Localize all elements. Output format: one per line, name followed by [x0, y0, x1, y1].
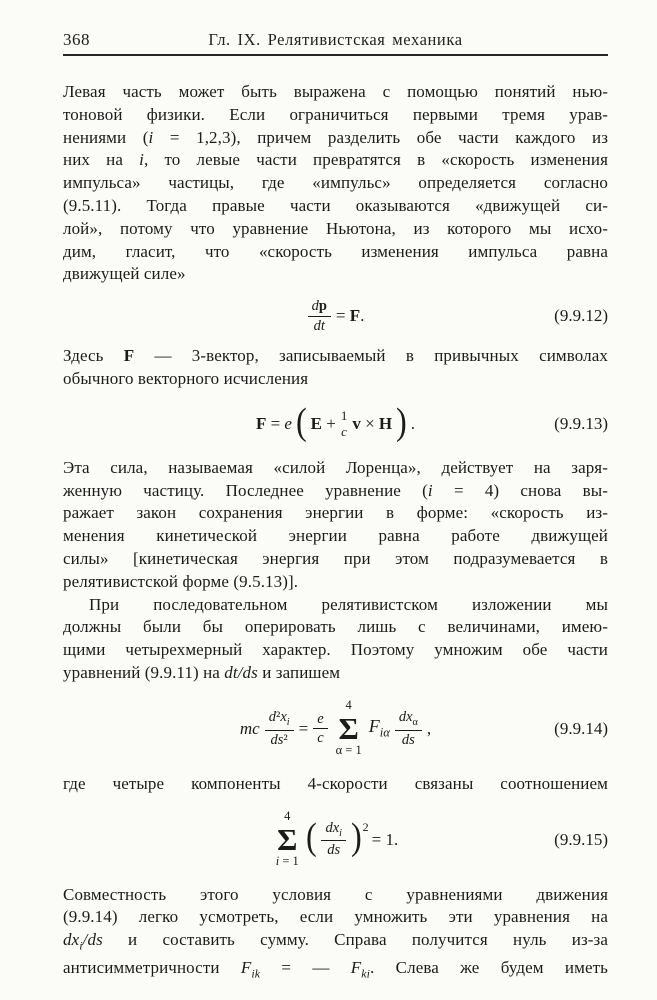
equation-inner: E +	[310, 413, 336, 433]
text-line: тоновой физики. Если ограничиться первыми тремя урав-	[63, 104, 608, 124]
fraction-denominator: ds²	[270, 731, 288, 748]
paragraph-2	[63, 345, 608, 391]
text-line: уравнений (9.9.11) на dt/ds и запишем	[63, 662, 341, 682]
sum-upper-limit: 4	[345, 698, 352, 713]
sum-upper-limit: 4	[284, 809, 291, 824]
fraction	[308, 298, 331, 334]
equation-9-9-15	[63, 802, 608, 878]
text-line: силы» [кинетическая энергия при этом подразумевается в	[63, 548, 608, 568]
text-line: ражает закон сохранения энергии в форме: «скорость из-	[63, 503, 608, 523]
text-line: менения кинетической энергии равна работе движущей	[63, 526, 608, 546]
formula-four-velocity-norm	[271, 810, 400, 869]
equation-9-9-12	[63, 294, 608, 338]
paragraph-3	[63, 457, 608, 594]
text-line: щими четырехмерный характер. Поэтому умножим обе части	[63, 640, 608, 660]
equation-number: (9.9.12)	[554, 306, 608, 326]
equation-9-9-14	[63, 691, 608, 767]
text-line: нениями (i = 1,2,3), причем разделить обе части каждого из	[63, 127, 609, 147]
paragraph-5	[63, 773, 608, 796]
equation-number: (9.9.14)	[554, 718, 608, 738]
equation-lead: mc	[239, 718, 260, 738]
equation-number: (9.9.13)	[554, 413, 608, 433]
text-line: женную частицу. Последнее уравнение (i = 4) снова вы-	[63, 480, 608, 500]
fraction-denominator: c	[317, 730, 324, 747]
equation-comma: ,	[426, 718, 432, 738]
open-paren: (	[295, 400, 307, 443]
equation-rhs: = 1.	[371, 829, 399, 849]
spacer	[63, 56, 608, 81]
fraction-denominator: ds	[401, 731, 415, 748]
fraction	[395, 709, 422, 748]
sum-lower-limit: α = 1	[335, 743, 362, 758]
fraction-denominator: c	[341, 423, 347, 439]
text-line: (9.9.14) легко усмотреть, если умножить эти уравнения на	[63, 907, 608, 927]
text-line: антисимметричности $F_{ik}$ = — $F_{ki}$. Слева же будем иметь	[63, 958, 608, 981]
formula-four-force	[238, 699, 433, 758]
page-header	[63, 30, 608, 51]
page-number: 368	[63, 30, 90, 49]
fraction-numerator: 1	[340, 407, 348, 423]
text-line: При последовательном релятивистском изложении мы	[89, 594, 608, 614]
fraction-numerator: dp	[308, 298, 331, 317]
text-line: обычного векторного исчисления	[63, 368, 309, 388]
text-line: движущей силе»	[63, 264, 186, 284]
fraction-numerator: $d^2x_i$	[265, 709, 294, 731]
fraction-denominator: dt	[313, 317, 325, 334]
fraction	[313, 711, 327, 747]
field-tensor-term: $F_{i\alpha}$	[368, 716, 390, 741]
text-line: них на i, то левые части превратятся в «скорость изменения	[63, 150, 608, 170]
equation-period: .	[410, 413, 416, 433]
fraction-numerator: $dx_\alpha$	[395, 709, 422, 731]
text-line: Совместность этого условия с уравнениями движения	[63, 884, 608, 904]
fraction-denominator: ds	[327, 842, 341, 859]
summation-sign	[336, 699, 362, 758]
equals-sign: =	[298, 718, 309, 738]
equation-9-9-13	[63, 398, 608, 450]
text-line: лой», потому что уравнение Ньютона, из которого мы исхо-	[63, 218, 608, 238]
fraction-numerator: $dx_i$	[321, 820, 346, 842]
equation-number: (9.9.15)	[554, 829, 608, 849]
close-paren: )	[350, 816, 362, 859]
text-line: $dx_i/ds$ и составить сумму. Справа получится нуль из-за	[63, 930, 608, 953]
equation-lead: F = e	[255, 413, 292, 433]
equation-rhs: = F.	[335, 306, 365, 326]
summation-sign	[276, 810, 299, 869]
text-line: дим, гласит, что «скорость изменения импульса равна	[63, 241, 608, 261]
fraction-one-over-c	[341, 408, 348, 441]
close-paren: )	[396, 400, 407, 443]
text-line: Здесь F — 3-вектор, записываемый в привычных символах	[63, 346, 608, 366]
formula-lorentz-force	[254, 400, 417, 443]
equation-inner: v × H	[352, 413, 393, 433]
open-paren: (	[305, 816, 317, 859]
paragraph-6	[63, 884, 608, 986]
text-line: Эта сила, называемая «силой Лоренца», действует на заря-	[63, 457, 608, 477]
text-line: Левая часть может быть выражена с помощью понятий нью-	[63, 82, 608, 101]
sigma-symbol: Σ	[338, 711, 359, 747]
page-content	[63, 30, 608, 986]
fraction-numerator: e	[313, 711, 327, 730]
formula-dp-dt-equals-F	[305, 298, 367, 334]
sigma-symbol: Σ	[277, 821, 298, 857]
text-line: релятивистской форме (9.5.13)].	[63, 571, 299, 591]
fraction	[321, 820, 346, 859]
text-line: где четыре компоненты 4-скорости связаны соотношением	[63, 773, 608, 793]
paragraph-4	[63, 594, 608, 685]
text-line: импульса» частицы, где «импульс» определяется согласно	[63, 173, 608, 193]
text-line: (9.5.11). Тогда правые части оказываются «движущей си-	[63, 195, 608, 215]
sum-lower-limit: i = 1	[275, 854, 299, 869]
fraction	[265, 709, 294, 748]
exponent: 2	[362, 820, 369, 835]
running-head: Гл. IX. Релятивистская механика	[208, 30, 463, 49]
paragraph-1	[63, 81, 608, 286]
text-line: должны были бы оперировать лишь с величинами, имею-	[63, 617, 608, 637]
